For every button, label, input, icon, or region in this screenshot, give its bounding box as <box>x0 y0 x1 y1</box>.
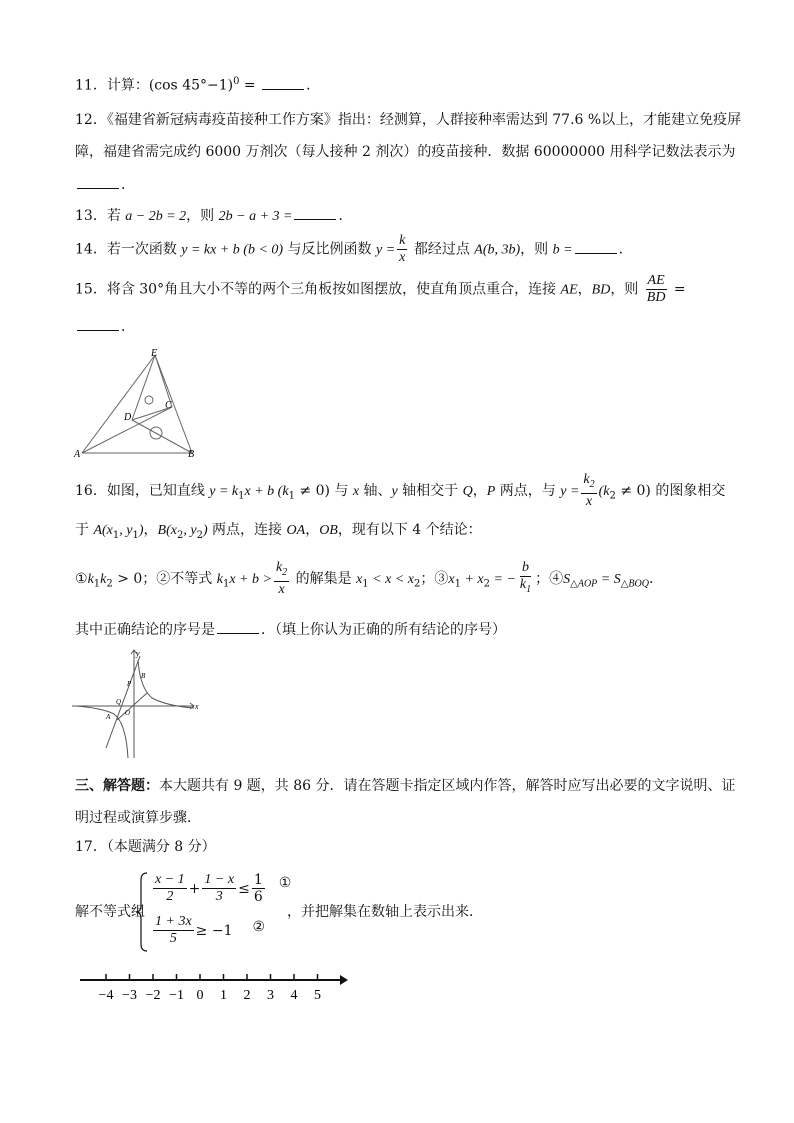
question-15: 15．将含 30°角且大小不等的两个三角板按如图摆放，使直角顶点重合，连接 AE，BD，则 $\frac{AE}{BD}$ = <box>75 273 686 305</box>
label-p: P <box>127 680 132 688</box>
figure-function-graph <box>72 648 202 760</box>
inequality-2: $\frac{1 + 3x}{5}$ ≥ −1 ② <box>155 914 266 946</box>
tick-label: 2 <box>243 988 251 1003</box>
answer-blank[interactable] <box>77 316 119 331</box>
label-o: O <box>125 709 131 717</box>
section-3-line1: 三、解答题：本大题共有 9 题，共 86 分．请在答题卡指定区域内作答，解答时应写出必要的文字说明、证 <box>75 778 736 794</box>
answer-blank[interactable] <box>294 205 336 220</box>
label-b: B <box>141 672 146 680</box>
question-12-line1: 12．《福建省新冠病毒疫苗接种工作方案》指出：经测算，人群接种率需达到 77.6 %以上，才能建立免疫屏 <box>75 112 742 128</box>
question-12-line3: ． <box>75 174 135 195</box>
section-3-line2: 明过程或演算步骤． <box>75 810 201 826</box>
question-14: 14．若一次函数 y = kx + b (b < 0) 与反比例函数 y = $\frac{k}{x}$ 都经过点 A(b, 3b)，则 b = ． <box>75 233 633 265</box>
question-12-line2: 障，福建省需完成约 6000 万剂次（每人接种 2 剂次）的疫苗接种．数据 60000000 用科学记数法表示为 <box>75 144 736 160</box>
label-a: A <box>74 449 81 460</box>
label-q: Q <box>116 698 122 706</box>
label-x: x <box>195 702 199 711</box>
tick-label: 0 <box>196 988 204 1003</box>
label-e: E <box>151 348 158 359</box>
tick-label: 1 <box>220 988 227 1003</box>
number-line <box>78 968 350 1006</box>
tick-label: −1 <box>169 988 184 1003</box>
question-15-line2: ． <box>75 316 135 337</box>
answer-blank[interactable] <box>575 239 617 254</box>
label-d: D <box>124 412 132 423</box>
label-a: A <box>106 713 111 721</box>
fraction: $\frac{k}{x}$ <box>399 233 406 265</box>
answer-blank[interactable] <box>77 174 119 189</box>
label-c: C <box>165 400 172 411</box>
answer-blank[interactable] <box>262 75 304 90</box>
question-16-line2: 于 $A(x_1$, $y_1$)，$B(x_2$, $y_2$) 两点，连接 OA，OB，现有以下 4 个结论： <box>75 522 482 541</box>
tick-label: 5 <box>314 988 321 1003</box>
label-b: B <box>188 449 195 460</box>
question-16-prompt: 其中正确结论的序号是 ．（填上你认为正确的所有结论的序号） <box>75 619 506 640</box>
question-17-title: 17．（本题满分 8 分） <box>75 839 216 855</box>
inequality-1: $\frac{x - 1}{2}$ + $\frac{1 - x}{3}$ ≤ $\frac{1}{6}$ ① <box>155 872 292 905</box>
tick-label: −2 <box>145 988 161 1003</box>
answer-blank[interactable] <box>217 619 259 634</box>
figure-triangles <box>72 345 202 460</box>
brace-icon <box>136 872 148 952</box>
question-16-line1: 16．如图，已知直线 $y = k_1x + b$ $(k_1 \ne 0)$ 与 x 轴、y 轴相交于 Q，P 两点，与 y = $\frac{k_2}{x}$ $(k_2 \ne 0)$ 的图象相交 <box>75 472 726 509</box>
tick-label: 4 <box>290 988 298 1003</box>
tick-label: −3 <box>122 988 137 1003</box>
fraction-ae-bd: $\frac{AE}{BD}$ <box>646 273 666 305</box>
label-y: y <box>136 649 140 658</box>
question-13: 13．若 a − 2b = 2，则 2b − a + 3 = ． <box>75 205 352 227</box>
question-16-conclusions: $①k_1k_2 > 0$；②不等式 $k_1x + b$ > $\frac{k_2}{x}$ 的解集是 $x_1 < x < x_2$；$③x_1 + x_2$ = − $\frac{b}{k_1}$ ；$④S_{\triangle AOP} = S_{\triangle BOQ}$． <box>75 560 663 597</box>
question-11: 11．计算：(cos 45°−1)$^0$ = ． <box>75 76 321 94</box>
tick-label: 3 <box>267 988 274 1003</box>
tick-label: −4 <box>98 988 114 1003</box>
